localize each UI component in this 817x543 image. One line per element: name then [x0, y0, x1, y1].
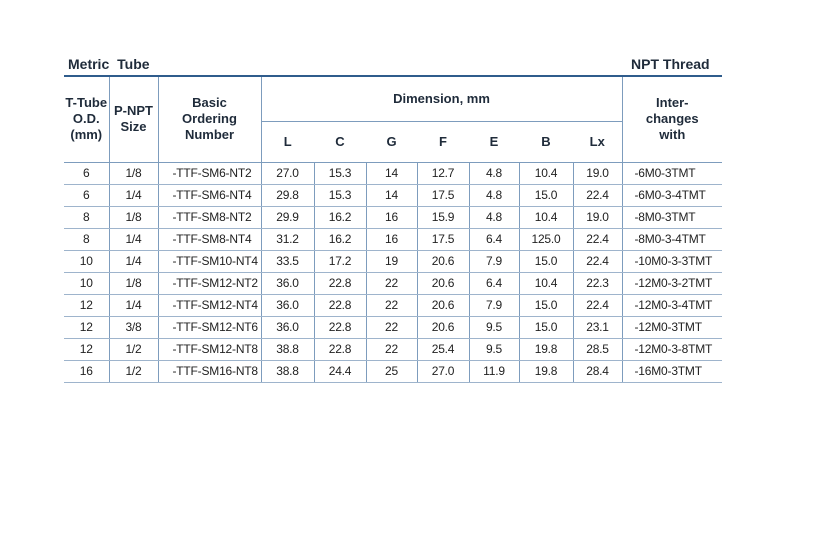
- cell-dim-f: 17.5: [417, 184, 469, 206]
- cell-interchanges-with: -12M0-3TMT: [622, 316, 722, 338]
- cell-dim-lx: 19.0: [573, 162, 622, 184]
- cell-ordering-number: -TTF-SM16-NT8: [158, 360, 261, 382]
- col-header-ttube-line2: O.D.: [72, 111, 100, 127]
- cell-dim-e: 9.5: [469, 338, 519, 360]
- cell-dim-l: 29.9: [261, 206, 314, 228]
- cell-dim-b: 10.4: [519, 272, 573, 294]
- col-header-pnpt-size: [109, 77, 158, 162]
- cell-tube-od: 10: [64, 250, 109, 272]
- cell-dim-e: 7.9: [469, 250, 519, 272]
- table-row: [64, 184, 722, 206]
- cell-dim-b: 125.0: [519, 228, 573, 250]
- cell-dim-g: 22: [366, 272, 417, 294]
- cell-dim-c: 22.8: [314, 272, 366, 294]
- cell-dim-l: 38.8: [261, 338, 314, 360]
- cell-npt-size: 1/8: [109, 162, 158, 184]
- cell-tube-od: 12: [64, 316, 109, 338]
- cell-dim-f: 20.6: [417, 272, 469, 294]
- table-row: [64, 272, 722, 294]
- col-header-inter-line1: Inter-: [656, 95, 689, 111]
- col-header-f: F: [417, 121, 469, 162]
- cell-npt-size: 1/4: [109, 250, 158, 272]
- cell-ordering-number: -TTF-SM6-NT2: [158, 162, 261, 184]
- cell-tube-od: 8: [64, 206, 109, 228]
- cell-dim-f: 20.6: [417, 294, 469, 316]
- cell-dim-b: 19.8: [519, 360, 573, 382]
- cell-ordering-number: -TTF-SM6-NT4: [158, 184, 261, 206]
- cell-dim-g: 22: [366, 294, 417, 316]
- cell-ordering-number: -TTF-SM12-NT8: [158, 338, 261, 360]
- cell-tube-od: 12: [64, 338, 109, 360]
- cell-dim-f: 27.0: [417, 360, 469, 382]
- col-header-basic-line1: Basic: [192, 95, 227, 111]
- cell-dim-e: 7.9: [469, 294, 519, 316]
- table-row: [64, 338, 722, 360]
- cell-dim-f: 20.6: [417, 316, 469, 338]
- cell-tube-od: 6: [64, 184, 109, 206]
- cell-interchanges-with: -8M0-3TMT: [622, 206, 722, 228]
- cell-interchanges-with: -12M0-3-4TMT: [622, 294, 722, 316]
- cell-dim-c: 24.4: [314, 360, 366, 382]
- cell-dim-c: 17.2: [314, 250, 366, 272]
- table-row: [64, 360, 722, 382]
- cell-dim-f: 25.4: [417, 338, 469, 360]
- cell-interchanges-with: -16M0-3TMT: [622, 360, 722, 382]
- cell-dim-e: 6.4: [469, 272, 519, 294]
- cell-dim-l: 31.2: [261, 228, 314, 250]
- cell-dim-f: 12.7: [417, 162, 469, 184]
- cell-dim-e: 11.9: [469, 360, 519, 382]
- cell-dim-lx: 22.4: [573, 228, 622, 250]
- cell-dim-c: 15.3: [314, 162, 366, 184]
- table-row: [64, 206, 722, 228]
- cell-dim-l: 29.8: [261, 184, 314, 206]
- cell-dim-lx: 22.3: [573, 272, 622, 294]
- col-header-interchanges-with: [622, 77, 722, 162]
- table-row: [64, 294, 722, 316]
- cell-dim-c: 15.3: [314, 184, 366, 206]
- col-header-inter-line2: changes: [645, 111, 699, 127]
- cell-npt-size: 1/2: [109, 338, 158, 360]
- cell-ordering-number: -TTF-SM12-NT6: [158, 316, 261, 338]
- cell-tube-od: 6: [64, 162, 109, 184]
- cell-interchanges-with: -12M0-3-2TMT: [622, 272, 722, 294]
- cell-dim-lx: 19.0: [573, 206, 622, 228]
- cell-npt-size: 1/4: [109, 228, 158, 250]
- col-header-pnpt-line2: Size: [120, 119, 147, 135]
- cell-ordering-number: -TTF-SM12-NT2: [158, 272, 261, 294]
- cell-dim-g: 22: [366, 338, 417, 360]
- cell-dim-f: 17.5: [417, 228, 469, 250]
- cell-dim-e: 9.5: [469, 316, 519, 338]
- col-group-dimension: Dimension, mm: [261, 77, 622, 121]
- col-header-basic-line2: Ordering: [182, 111, 237, 127]
- cell-dim-g: 14: [366, 162, 417, 184]
- cell-dim-c: 16.2: [314, 206, 366, 228]
- cell-dim-b: 19.8: [519, 338, 573, 360]
- col-header-ttube-od: [64, 77, 109, 162]
- col-header-ttube-line1: T-Tube: [65, 95, 108, 111]
- cell-dim-b: 15.0: [519, 294, 573, 316]
- cell-dim-l: 27.0: [261, 162, 314, 184]
- cell-dim-l: 36.0: [261, 294, 314, 316]
- cell-dim-e: 4.8: [469, 162, 519, 184]
- col-header-basic-line3: Number: [184, 127, 235, 143]
- cell-ordering-number: -TTF-SM8-NT4: [158, 228, 261, 250]
- col-header-l: L: [261, 121, 314, 162]
- cell-dim-lx: 22.4: [573, 250, 622, 272]
- cell-ordering-number: -TTF-SM8-NT2: [158, 206, 261, 228]
- cell-interchanges-with: -8M0-3-4TMT: [622, 228, 722, 250]
- cell-interchanges-with: -6M0-3-4TMT: [622, 184, 722, 206]
- col-header-c: C: [314, 121, 366, 162]
- cell-dim-e: 4.8: [469, 206, 519, 228]
- cell-dim-f: 20.6: [417, 250, 469, 272]
- cell-dim-g: 14: [366, 184, 417, 206]
- cell-ordering-number: -TTF-SM10-NT4: [158, 250, 261, 272]
- cell-tube-od: 10: [64, 272, 109, 294]
- table-row: [64, 162, 722, 184]
- col-header-e: E: [469, 121, 519, 162]
- cell-dim-g: 22: [366, 316, 417, 338]
- fitting-spec-table: [64, 77, 722, 383]
- cell-ordering-number: -TTF-SM12-NT4: [158, 294, 261, 316]
- cell-dim-lx: 28.4: [573, 360, 622, 382]
- cell-dim-c: 22.8: [314, 338, 366, 360]
- cell-dim-e: 6.4: [469, 228, 519, 250]
- metric-tube-title: Metric Tube: [68, 56, 150, 72]
- cell-dim-c: 16.2: [314, 228, 366, 250]
- cell-npt-size: 1/8: [109, 272, 158, 294]
- cell-dim-l: 33.5: [261, 250, 314, 272]
- cell-dim-lx: 28.5: [573, 338, 622, 360]
- cell-dim-l: 36.0: [261, 316, 314, 338]
- col-header-ttube-line3: (mm): [70, 127, 103, 143]
- cell-npt-size: 1/8: [109, 206, 158, 228]
- col-header-inter-line3: with: [659, 127, 686, 143]
- cell-npt-size: 1/4: [109, 294, 158, 316]
- cell-interchanges-with: -12M0-3-8TMT: [622, 338, 722, 360]
- col-header-lx: Lx: [573, 121, 622, 162]
- cell-npt-size: 3/8: [109, 316, 158, 338]
- table-row: [64, 250, 722, 272]
- cell-dim-f: 15.9: [417, 206, 469, 228]
- table-row: [64, 228, 722, 250]
- col-header-basic-ordering-number: [158, 77, 261, 162]
- cell-dim-c: 22.8: [314, 316, 366, 338]
- cell-dim-g: 16: [366, 228, 417, 250]
- cell-dim-g: 16: [366, 206, 417, 228]
- cell-dim-b: 10.4: [519, 162, 573, 184]
- cell-tube-od: 8: [64, 228, 109, 250]
- cell-dim-b: 10.4: [519, 206, 573, 228]
- cell-dim-b: 15.0: [519, 184, 573, 206]
- cell-npt-size: 1/2: [109, 360, 158, 382]
- cell-dim-lx: 22.4: [573, 184, 622, 206]
- cell-dim-e: 4.8: [469, 184, 519, 206]
- table-row: [64, 316, 722, 338]
- cell-interchanges-with: -6M0-3TMT: [622, 162, 722, 184]
- cell-dim-c: 22.8: [314, 294, 366, 316]
- cell-dim-l: 36.0: [261, 272, 314, 294]
- cell-dim-lx: 23.1: [573, 316, 622, 338]
- cell-dim-b: 15.0: [519, 316, 573, 338]
- npt-thread-title: NPT Thread: [631, 56, 710, 72]
- cell-interchanges-with: -10M0-3-3TMT: [622, 250, 722, 272]
- cell-dim-g: 19: [366, 250, 417, 272]
- cell-dim-b: 15.0: [519, 250, 573, 272]
- cell-dim-lx: 22.4: [573, 294, 622, 316]
- cell-dim-l: 38.8: [261, 360, 314, 382]
- cell-npt-size: 1/4: [109, 184, 158, 206]
- col-header-g: G: [366, 121, 417, 162]
- cell-tube-od: 16: [64, 360, 109, 382]
- col-header-pnpt-line1: P-NPT: [114, 103, 153, 119]
- cell-dim-g: 25: [366, 360, 417, 382]
- cell-tube-od: 12: [64, 294, 109, 316]
- col-header-b: B: [519, 121, 573, 162]
